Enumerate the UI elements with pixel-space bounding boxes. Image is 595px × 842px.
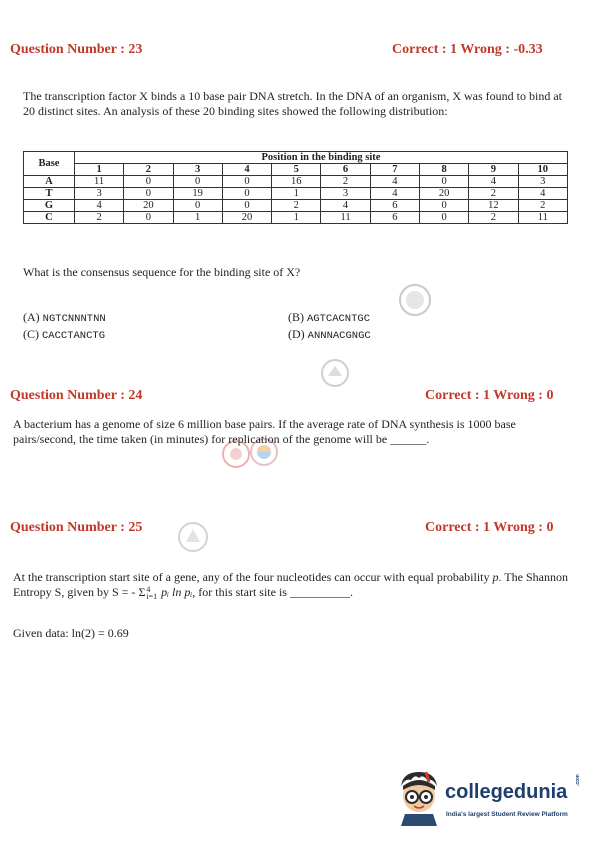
table-cell: 4 [370, 176, 419, 188]
option-c [23, 327, 105, 344]
table-body [24, 176, 568, 224]
q25-text [13, 570, 583, 600]
table-cell: 0 [419, 176, 468, 188]
option-b-code: AGTCACNTGC [307, 313, 371, 325]
table-cell: 3 [74, 188, 123, 200]
table-row [24, 212, 568, 224]
table-cell: 0 [124, 188, 173, 200]
table-row [24, 176, 568, 188]
table-position-7: 7 [370, 164, 419, 176]
table-cell: 2 [469, 212, 518, 224]
table-cell: 0 [173, 200, 222, 212]
table-cell: 20 [124, 200, 173, 212]
q23-score: Correct : 1 Wrong : -0.33 [392, 42, 543, 57]
table-cell: 0 [222, 188, 271, 200]
q23-table-wrap [23, 151, 568, 224]
table-cell: 12 [469, 200, 518, 212]
q25-text-mid: . The Shannon Entropy S, given by S = - [13, 570, 568, 599]
option-d-label: (D) [288, 327, 308, 341]
table-cell: 0 [222, 200, 271, 212]
q25-p-symbol: p [492, 570, 499, 584]
table-row-base: C [24, 212, 75, 224]
table-cell: 20 [222, 212, 271, 224]
table-cell: 4 [370, 188, 419, 200]
table-cell: 6 [370, 200, 419, 212]
table-cell: 2 [518, 200, 567, 212]
table-cell: 2 [469, 188, 518, 200]
table-position-2: 2 [124, 164, 173, 176]
option-a-label: (A) [23, 310, 43, 324]
brand-name: collegedunia [445, 781, 568, 803]
brand-com: .com [575, 774, 581, 786]
table-row-base: A [24, 176, 75, 188]
table-cell: 4 [74, 200, 123, 212]
table-position-10: 10 [518, 164, 567, 176]
option-b-label: (B) [288, 310, 307, 324]
table-cell: 6 [370, 212, 419, 224]
option-c-label: (C) [23, 327, 42, 341]
table-cell: 0 [222, 176, 271, 188]
table-position-6: 6 [321, 164, 370, 176]
table-row [24, 200, 568, 212]
table-cell: 1 [173, 212, 222, 224]
table-cell: 0 [124, 212, 173, 224]
q25-text-start: At the transcription start site of a gene, any of the four nucleotides can occur with equal probability [13, 570, 490, 584]
table-row-base: T [24, 188, 75, 200]
q23-question: What is the consensus sequence for the binding site of X? [23, 265, 301, 279]
table-position-8: 8 [419, 164, 468, 176]
binding-site-table [23, 151, 568, 224]
table-cell: 16 [272, 176, 321, 188]
table-cell: 2 [74, 212, 123, 224]
table-position-header: Position in the binding site [74, 152, 567, 164]
table-base-header: Base [24, 152, 75, 176]
table-cell: 4 [321, 200, 370, 212]
brand-tagline: India's largest Student Review Platform [446, 811, 568, 818]
table-cell: 0 [124, 176, 173, 188]
table-cell: 11 [321, 212, 370, 224]
table-cell: 2 [321, 176, 370, 188]
q24-text: A bacterium has a genome of size 6 million base pairs. If the average rate of DNA synthesis is 1000 base pairs/second, the time taken (in minutes) for replication of the genome will be ______. [13, 417, 516, 446]
student-mascot-icon [393, 768, 445, 826]
table-cell: 0 [419, 200, 468, 212]
option-a [23, 310, 106, 327]
formula-sub: i=1 [146, 592, 158, 602]
q23-intro: The transcription factor X binds a 10 base pair DNA stretch. In the DNA of an organism, X was found to bind at 20 distinct sites. An analysis of these 20 binding sites showed the following distribution: [23, 89, 562, 118]
q25-title: Question Number : 25 [10, 520, 143, 535]
table-position-4: 4 [222, 164, 271, 176]
option-b [288, 310, 370, 327]
table-cell: 3 [518, 176, 567, 188]
table-position-3: 3 [173, 164, 222, 176]
table-position-9: 9 [469, 164, 518, 176]
table-cell: 1 [272, 188, 321, 200]
table-row-base: G [24, 200, 75, 212]
watermark-emblem-icon [320, 358, 350, 388]
option-a-code: NGTCNNNTNN [42, 313, 106, 325]
formula-term: pᵢ ln pᵢ [158, 585, 193, 599]
entropy-formula [138, 585, 193, 602]
q25-score: Correct : 1 Wrong : 0 [425, 520, 554, 535]
table-cell: 3 [321, 188, 370, 200]
collegedunia-logo [393, 768, 588, 828]
table-position-5: 5 [272, 164, 321, 176]
table-cell: 1 [272, 212, 321, 224]
option-c-code: CACCTANCTG [42, 330, 106, 342]
table-cell: 0 [419, 212, 468, 224]
formula-sum: Σ [138, 585, 146, 599]
table-position-1: 1 [74, 164, 123, 176]
q24-score: Correct : 1 Wrong : 0 [425, 388, 554, 403]
table-cell: 2 [272, 200, 321, 212]
option-d [288, 327, 371, 344]
table-position-row [24, 164, 568, 176]
q25-text-end: , for this start site is __________. [192, 585, 353, 599]
table-cell: 4 [469, 176, 518, 188]
watermark-badge-icon [176, 520, 210, 560]
table-row [24, 188, 568, 200]
table-cell: 4 [518, 188, 567, 200]
table-cell: 11 [74, 176, 123, 188]
table-cell: 11 [518, 212, 567, 224]
formula-sup: 4 [146, 585, 151, 595]
table-cell: 0 [173, 176, 222, 188]
option-d-code: ANNNACGNGC [307, 330, 371, 342]
q24-title: Question Number : 24 [10, 388, 143, 403]
watermark-seal-icon [398, 283, 432, 317]
table-cell: 19 [173, 188, 222, 200]
q25-given: Given data: ln(2) = 0.69 [13, 626, 129, 640]
table-cell: 20 [419, 188, 468, 200]
q23-title: Question Number : 23 [10, 42, 143, 57]
